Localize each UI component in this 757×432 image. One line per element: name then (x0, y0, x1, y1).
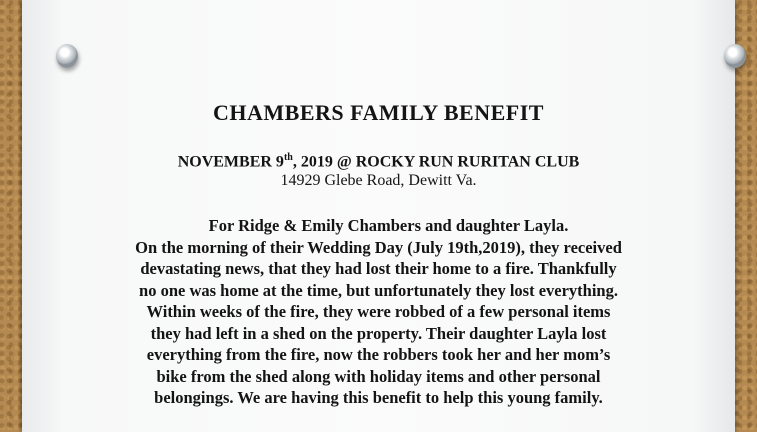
body-line: no one was home at the time, but unfortunately they lost everything. (139, 280, 618, 300)
pushpin-icon (56, 44, 78, 68)
event-venue: , 2019 @ ROCKY RUN RURITAN CLUB (292, 153, 580, 171)
date-suffix: th (283, 152, 293, 163)
poster-title: CHAMBERS FAMILY BENEFIT (213, 100, 544, 125)
body-line: For Ridge & Emily Chambers and daughter Layla. (208, 216, 569, 235)
body-line: belongings. We are having this benefit to help this young family. (154, 388, 603, 407)
body-line: they had left in a shed on the property. Their daughter Layla lost (150, 323, 607, 343)
event-address: 14929 Glebe Road, Dewitt Va. (280, 172, 477, 189)
body-line: On the morning of their Wedding Day (July 19th,2019), they received (135, 237, 622, 257)
body-line: Within weeks of the fire, they were robbed of a few personal items (146, 302, 611, 321)
body-line: everything from the fire, now the robbers took her and her mom’s (146, 345, 611, 364)
pushpin-icon (724, 44, 746, 68)
poster-body (22, 215, 735, 409)
event-date-venue (22, 152, 735, 171)
body-line: bike from the shed along with holiday items and other personal (156, 366, 601, 386)
event-date: NOVEMBER 9 (177, 153, 284, 171)
poster-paper (22, 0, 735, 432)
body-line: devastating news, that they had lost their home to a fire. Thankfully (140, 259, 617, 278)
